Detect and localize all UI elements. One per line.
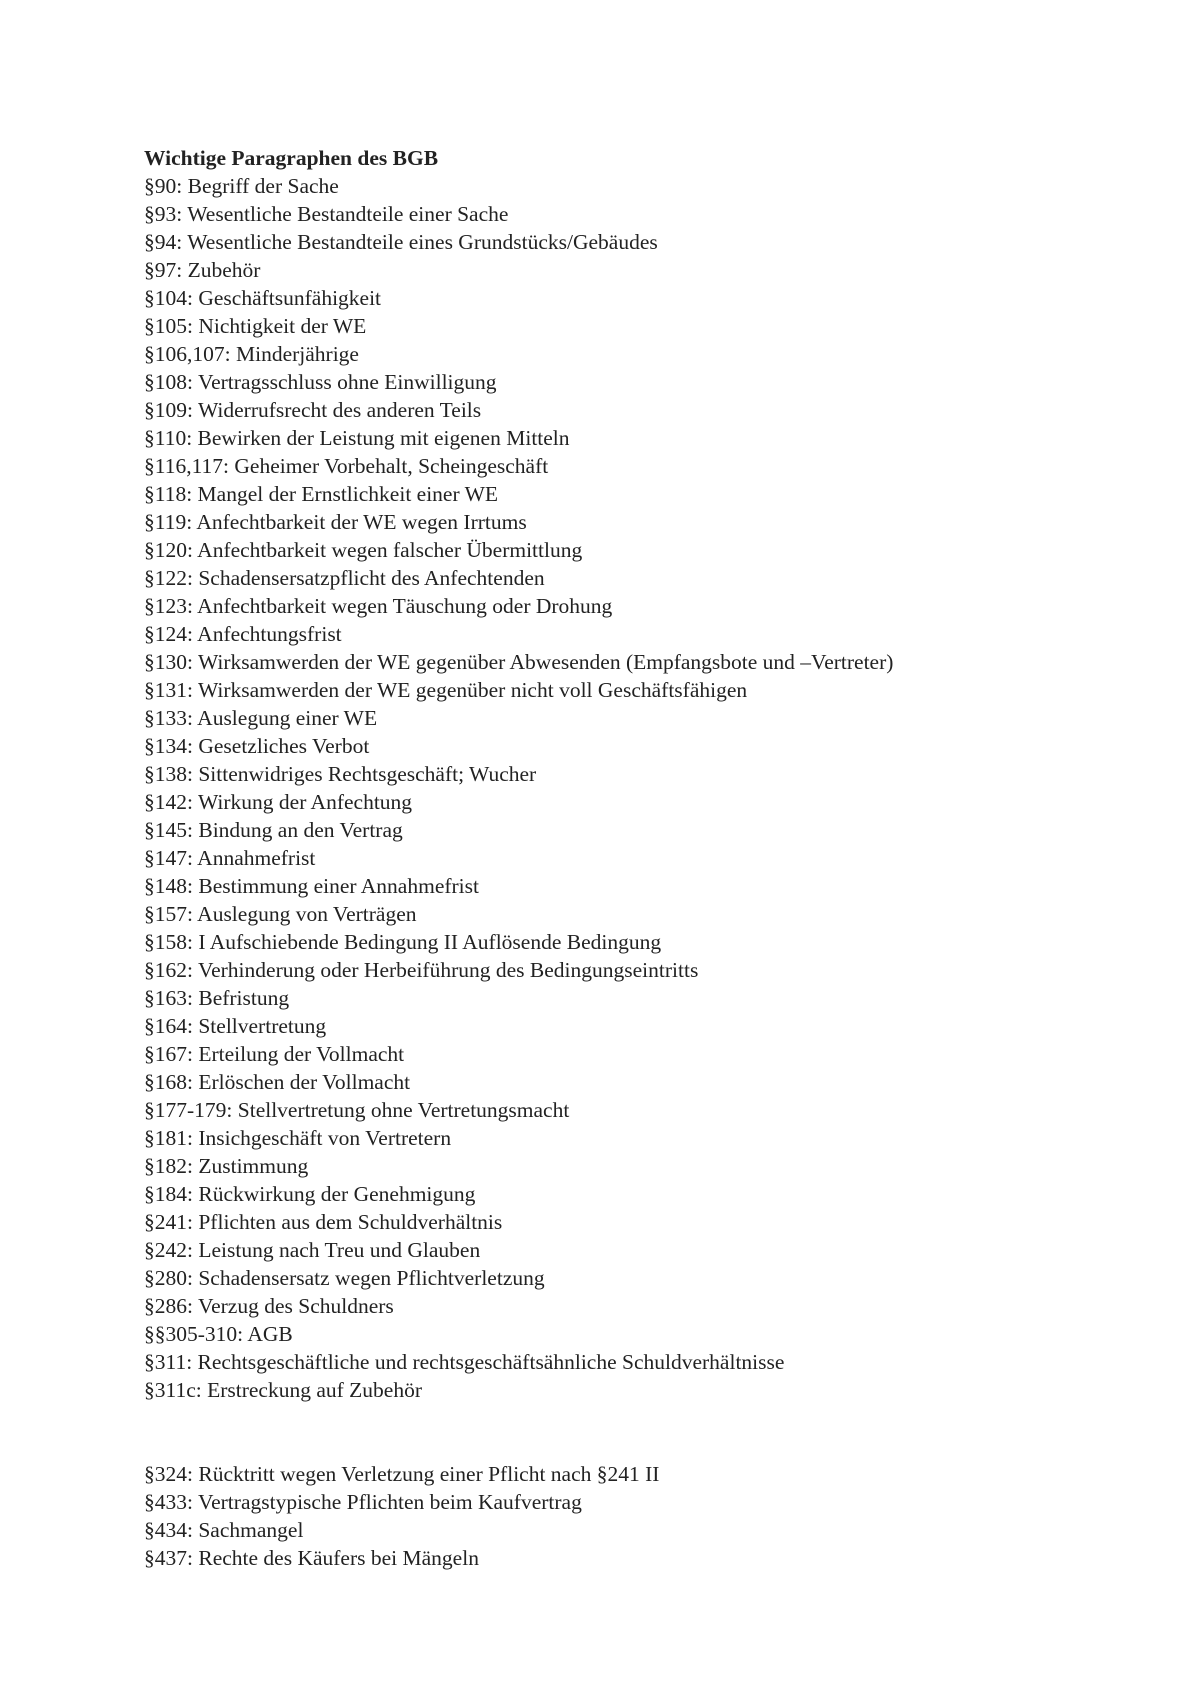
paragraph-entry: §177-179: Stellvertretung ohne Vertretungsmacht: [144, 1098, 570, 1122]
paragraph-entry: §163: Befristung: [144, 986, 290, 1010]
paragraph-entry: §157: Auslegung von Verträgen: [144, 902, 417, 926]
paragraph-entry: §122: Schadensersatzpflicht des Anfechtenden: [144, 566, 545, 590]
paragraph-entry: §164: Stellvertretung: [144, 1014, 327, 1038]
paragraph-entry: §94: Wesentliche Bestandteile eines Grundstücks/Gebäudes: [144, 230, 658, 254]
paragraph-entry: §168: Erlöschen der Vollmacht: [144, 1070, 411, 1094]
paragraph-entry: §116,117: Geheimer Vorbehalt, Scheingeschäft: [144, 454, 549, 478]
paragraph-list-part-2: [144, 1460, 1144, 1572]
paragraph-entry: §124: Anfechtungsfrist: [144, 622, 342, 646]
paragraph-entry: §108: Vertragsschluss ohne Einwilligung: [144, 370, 497, 394]
paragraph-entry: §437: Rechte des Käufers bei Mängeln: [144, 1546, 479, 1570]
document-body: [144, 144, 1144, 1572]
paragraph-entry: §138: Sittenwidriges Rechtsgeschäft; Wucher: [144, 762, 537, 786]
paragraph-entry: §324: Rücktritt wegen Verletzung einer Pflicht nach §241 II: [144, 1462, 660, 1486]
paragraph-entry: §110: Bewirken der Leistung mit eigenen Mitteln: [144, 426, 570, 450]
paragraph-entry: §93: Wesentliche Bestandteile einer Sache: [144, 202, 509, 226]
paragraph-entry: §181: Insichgeschäft von Vertretern: [144, 1126, 452, 1150]
paragraph-entry: §158: I Aufschiebende Bedingung II Auflösende Bedingung: [144, 930, 662, 954]
paragraph-entry: §131: Wirksamwerden der WE gegenüber nicht voll Geschäftsfähigen: [144, 678, 748, 702]
paragraph-entry: §118: Mangel der Ernstlichkeit einer WE: [144, 482, 499, 506]
paragraph-entry: §311c: Erstreckung auf Zubehör: [144, 1378, 423, 1402]
paragraph-entry: §97: Zubehör: [144, 258, 261, 282]
paragraph-entry: §90: Begriff der Sache: [144, 174, 339, 198]
paragraph-entry: §142: Wirkung der Anfechtung: [144, 790, 413, 814]
paragraph-entry: §241: Pflichten aus dem Schuldverhältnis: [144, 1210, 503, 1234]
paragraph-entry: §130: Wirksamwerden der WE gegenüber Abwesenden (Empfangsbote und –Vertreter): [144, 650, 894, 674]
document-title: Wichtige Paragraphen des BGB: [144, 146, 439, 170]
paragraph-entry: §§305-310: AGB: [144, 1322, 293, 1346]
paragraph-entry: §145: Bindung an den Vertrag: [144, 818, 403, 842]
paragraph-entry: §105: Nichtigkeit der WE: [144, 314, 367, 338]
paragraph-entry: §123: Anfechtbarkeit wegen Täuschung oder Drohung: [144, 594, 613, 618]
paragraph-entry: §434: Sachmangel: [144, 1518, 304, 1542]
paragraph-entry: §162: Verhinderung oder Herbeiführung des Bedingungseintritts: [144, 958, 699, 982]
paragraph-entry: §167: Erteilung der Vollmacht: [144, 1042, 405, 1066]
paragraph-entry: §147: Annahmefrist: [144, 846, 316, 870]
paragraph-entry: §120: Anfechtbarkeit wegen falscher Übermittlung: [144, 538, 583, 562]
paragraph-entry: §133: Auslegung einer WE: [144, 706, 378, 730]
paragraph-entry: §242: Leistung nach Treu und Glauben: [144, 1238, 481, 1262]
paragraph-entry: §433: Vertragstypische Pflichten beim Kaufvertrag: [144, 1490, 582, 1514]
paragraph-list-part-1: [144, 172, 1144, 1404]
paragraph-entry: §104: Geschäftsunfähigkeit: [144, 286, 382, 310]
paragraph-entry: §311: Rechtsgeschäftliche und rechtsgeschäftsähnliche Schuldverhältnisse: [144, 1350, 785, 1374]
paragraph-entry: §109: Widerrufsrecht des anderen Teils: [144, 398, 482, 422]
paragraph-entry: §184: Rückwirkung der Genehmigung: [144, 1182, 476, 1206]
paragraph-entry: §134: Gesetzliches Verbot: [144, 734, 370, 758]
paragraph-entry: §106,107: Minderjährige: [144, 342, 359, 366]
blank-gap: [144, 1404, 1144, 1460]
paragraph-entry: §182: Zustimmung: [144, 1154, 309, 1178]
paragraph-entry: §280: Schadensersatz wegen Pflichtverletzung: [144, 1266, 545, 1290]
paragraph-entry: §148: Bestimmung einer Annahmefrist: [144, 874, 479, 898]
paragraph-entry: §119: Anfechtbarkeit der WE wegen Irrtums: [144, 510, 527, 534]
paragraph-entry: §286: Verzug des Schuldners: [144, 1294, 394, 1318]
